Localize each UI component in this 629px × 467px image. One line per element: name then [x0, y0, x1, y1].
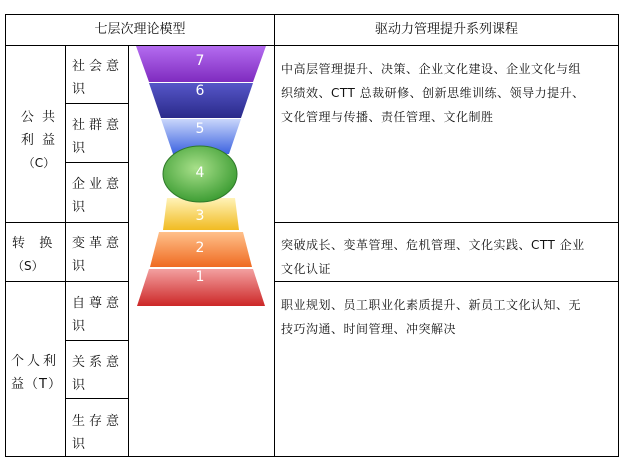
- section-line: [274, 222, 619, 223]
- section-line: [5, 222, 129, 223]
- row-line: [65, 103, 129, 104]
- seven-layer-hourglass: [129, 46, 274, 310]
- row-line: [65, 340, 129, 341]
- border-left: [5, 14, 6, 457]
- level-relationship: 关系意 识: [72, 355, 124, 393]
- row-line: [65, 398, 129, 399]
- layer-2-number: 2: [195, 240, 205, 256]
- border-bottom: [5, 456, 619, 457]
- level-survival: 生存意 识: [72, 414, 124, 452]
- section-line: [5, 281, 129, 282]
- row-line: [65, 162, 129, 163]
- level-community: 社群意 识: [72, 118, 124, 156]
- category-divider: [65, 45, 66, 457]
- layer-7-number: 7: [195, 53, 205, 69]
- courses-transform: 突破成长、变革管理、危机管理、文化实践、CTT 企业 文化认证: [281, 238, 585, 276]
- header-divider: [5, 45, 619, 46]
- right-header: 驱动力管理提升系列课程: [374, 22, 518, 37]
- level-social: 社会意 识: [72, 59, 124, 97]
- level-enterprise: 企业意 识: [72, 177, 124, 215]
- level-self-esteem: 自尊意 识: [72, 296, 124, 334]
- left-header: 七层次理论模型: [94, 22, 186, 37]
- courses-personal: 职业规划、员工职业化素质提升、新员工文化认知、无 技巧沟通、时间管理、冲突解决: [281, 298, 582, 336]
- layer-4-number: 4: [195, 165, 205, 181]
- layer-6-number: 6: [195, 83, 205, 99]
- level-transformation: 变革意 识: [72, 236, 124, 274]
- layer-3-number: 3: [195, 208, 205, 224]
- section-line: [274, 281, 619, 282]
- column-divider: [274, 14, 275, 457]
- layer-5-number: 5: [195, 121, 205, 137]
- courses-public: 中高层管理提升、决策、企业文化建设、企业文化与组 织绩效、CTT 总裁研修、创新思维训练、领导力提升、 文化管理与传播、责任管理、文化制胜: [281, 62, 585, 124]
- category-transform: 转 换 （S）: [12, 236, 55, 273]
- category-personal: 个人利 益（T）: [11, 354, 62, 392]
- border-right: [618, 14, 619, 457]
- category-public: 公 共 利 益 （C）: [20, 110, 58, 170]
- layer-1-number: 1: [195, 269, 205, 285]
- border-top: [5, 14, 619, 15]
